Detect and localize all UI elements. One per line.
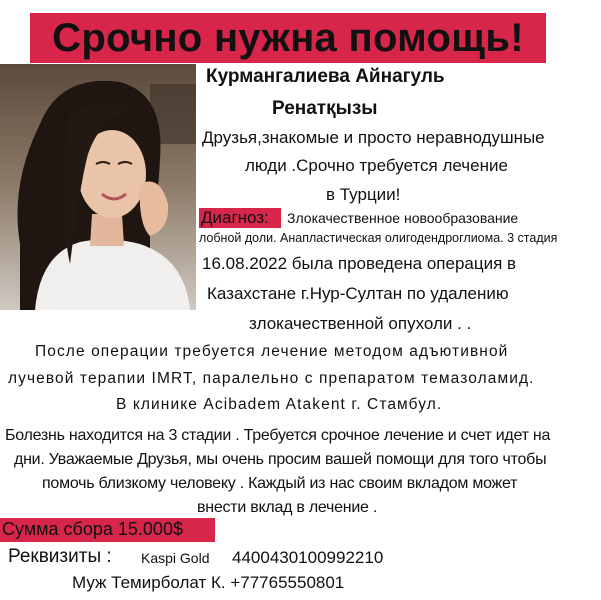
appeal-line-3: в Турции! — [326, 185, 401, 204]
surgery-line-2: Казахстане г.Нур-Султан по удалению — [207, 284, 509, 303]
diagnosis-line-1: Злокачественное новообразование — [287, 210, 519, 226]
diagnosis-line-2: лобной доли. Анапластическая олигодендроглиома. 3 стадия — [199, 231, 558, 245]
surgery-line-1: 16.08.2022 была проведена операция в — [202, 254, 517, 273]
requisites-label: Реквизиты : — [8, 546, 112, 567]
treatment-line-1: После операции требуется лечение методом адъютивной — [35, 343, 509, 360]
patient-name-line2: Ренатқызы — [272, 98, 378, 119]
portrait-illustration — [0, 64, 196, 310]
portrait-photo — [0, 64, 196, 310]
plea-line-2: дни. Уважаемые Друзья, мы очень просим вашей помощи для того чтобы — [14, 451, 547, 468]
requisites-bank: Kaspi Gold — [141, 550, 210, 566]
requisites-card-number: 4400430100992210 — [232, 548, 384, 567]
headline: Срочно нужна помощь! — [52, 16, 524, 60]
plea-line-4: внести вклад в лечение . — [197, 499, 378, 516]
requisites-contact: Муж Темирболат К. +77765550801 — [72, 573, 345, 592]
plea-line-3: помочь близкому человеку . Каждый из нас своим вкладом может — [42, 475, 518, 492]
appeal-line-2: люди .Срочно требуется лечение — [245, 156, 508, 175]
surgery-line-3: злокачественной опухоли . . — [249, 314, 472, 333]
treatment-line-3: В клинике Acibadem Atakent г. Стамбул. — [116, 396, 443, 413]
fundraising-amount: Сумма сбора 15.000$ — [2, 519, 183, 539]
patient-name-line1: Курмангалиева Айнагуль — [206, 66, 445, 87]
treatment-line-2: лучевой терапии IMRT, паралельно с препаратом темазоламид. — [8, 370, 535, 387]
appeal-line-1: Друзья,знакомые и просто неравнодушные — [202, 128, 545, 147]
diagnosis-label: Диагноз: — [201, 208, 269, 227]
plea-line-1: Болезнь находится на 3 стадии . Требуется срочное лечение и счет идет на — [5, 427, 551, 444]
